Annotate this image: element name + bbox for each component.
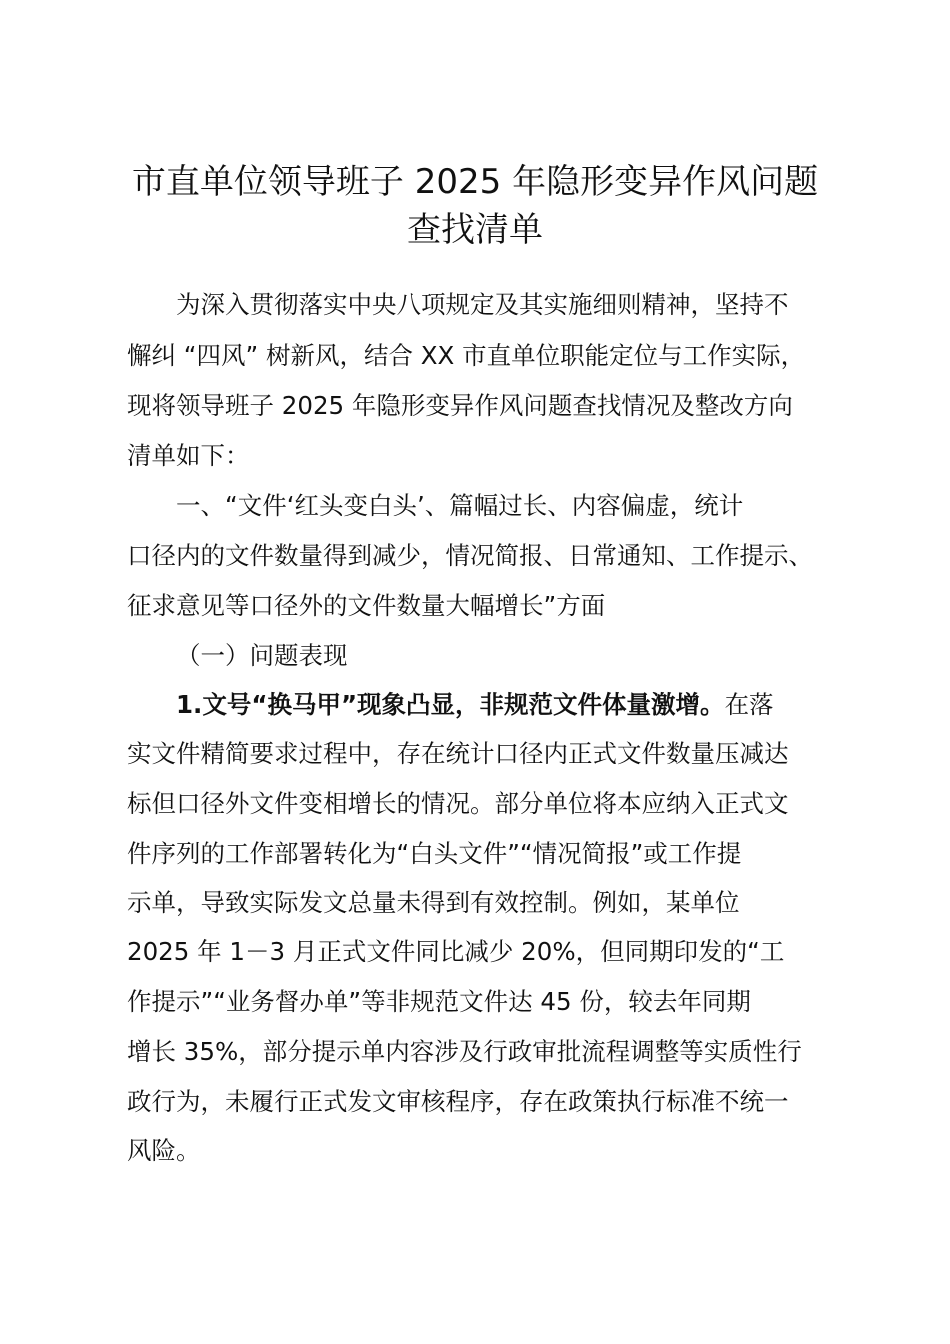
item-1-first-line — [176, 688, 896, 722]
item-1-lead-rest: 在落 — [724, 690, 774, 719]
section-heading-line-3: 征求意见等口径外的文件数量大幅增长”方面 — [127, 591, 606, 620]
intro-line-2: 懈纠 “四风” 树新风，结合 XX 市直单位职能定位与工作实际， — [127, 341, 806, 370]
intro-line-4: 清单如下： — [127, 441, 250, 470]
item-1-line-5: 示单，导致实际发文总量未得到有效控制。例如，某单位 — [127, 888, 740, 917]
item-1-bold-lead: 1.文号“换马甲”现象凸显，非规范文件体量激增。 — [176, 690, 725, 719]
item-1-line-3: 标但口径外文件变相增长的情况。部分单位将本应纳入正式文 — [127, 789, 789, 818]
document-title-line-1: 市直单位领导班子 2025 年隐形变异作风问题 — [131, 162, 819, 202]
item-1-line-6: 2025 年 1－3 月正式文件同比减少 20%，但同期印发的“工 — [127, 937, 785, 966]
subheading-problems: （一）问题表现 — [176, 641, 348, 670]
item-1-line-2: 实文件精简要求过程中，存在统计口径内正式文件数量压减达 — [127, 739, 789, 768]
item-1-line-4: 件序列的工作部署转化为“白头文件”“情况简报”或工作提 — [127, 839, 742, 868]
item-1-line-8: 增长 35%，部分提示单内容涉及行政审批流程调整等实质性行 — [127, 1037, 802, 1066]
intro-line-1: 为深入贯彻落实中央八项规定及其实施细则精神，坚持不 — [176, 290, 789, 319]
document-title-line-2: 查找清单 — [407, 210, 543, 250]
item-1-line-7: 作提示”“业务督办单”等非规范文件达 45 份，较去年同期 — [127, 987, 751, 1016]
section-heading-line-1: 一、“文件‘红头变白头’、篇幅过长、内容偏虚，统计 — [176, 491, 744, 520]
item-1-line-10: 风险。 — [127, 1136, 201, 1165]
intro-line-3: 现将领导班子 2025 年隐形变异作风问题查找情况及整改方向 — [127, 391, 793, 420]
section-heading-line-2: 口径内的文件数量得到减少，情况简报、日常通知、工作提示、 — [127, 541, 813, 570]
item-1-line-9: 政行为，未履行正式发文审核程序，存在政策执行标准不统一 — [127, 1087, 789, 1116]
